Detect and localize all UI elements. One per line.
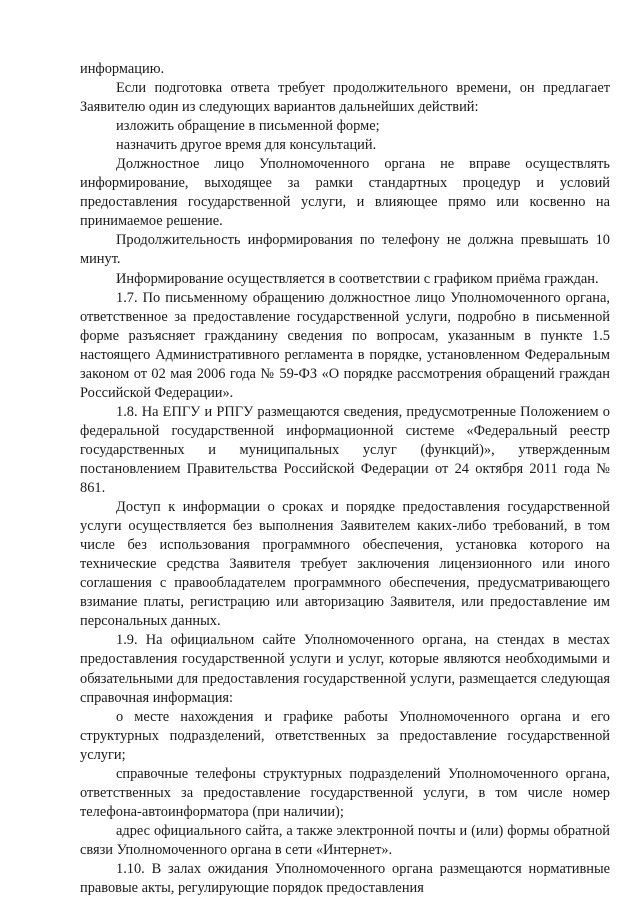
- paragraph: Доступ к информации о сроках и порядке предоставления государственной услуги осуществляется без выполнения Заявителем каких-либо требований, в том числе без использования программного обеспечения, установка которого на технические средства Заявителя требует заключения лицензионного или иного соглашения с правообладателем программного обеспечения, предусматривающего взимание платы, регистрацию или авторизацию Заявителя, или предоставление им персональных данных.: [80, 499, 610, 630]
- clause-1-8: 1.8. На ЕПГУ и РПГУ размещаются сведения, предусмотренные Положением о федеральной государственной информационной системе «Федеральный реестр государственных и муниципальных услуг (функций)», утвержденным постановлением Правительства Российской Федерации от 24 октября 2011 года № 861.: [80, 403, 610, 497]
- list-option: изложить обращение в письменной форме;: [116, 118, 380, 135]
- clause-1-7: 1.7. По письменному обращению должностное лицо Уполномоченного органа, ответственное за предоставление государственной услуги, подробно в письменной форме разъясняет гражданину сведения по вопросам, указанным в пункте 1.5 настоящего Административного регламента в порядке, установленном Федеральным законом от 02 мая 2006 года № 59-ФЗ «О порядке рассмотрения обращений граждан Российской Федерации».: [80, 289, 610, 401]
- paragraph: Если подготовка ответа требует продолжительного времени, он предлагает Заявителю один из следующих вариантов дальнейших действий:: [80, 80, 610, 116]
- list-item: справочные телефоны структурных подразделений Уполномоченного органа, ответственных за предоставление государственной услуги, в том числе номер телефона-автоинформатора (при наличии);: [80, 765, 610, 820]
- paragraph-continuation: информацию.: [80, 61, 165, 77]
- clause-1-10: 1.10. В залах ожидания Уполномоченного органа размещаются нормативные правовые акты, регулирующие порядок предоставления: [80, 860, 610, 897]
- list-item: адрес официального сайта, а также электронной почты и (или) формы обратной связи Уполномоченного органа в сети «Интернет».: [80, 822, 610, 858]
- document-page: [80, 60, 610, 898]
- list-item: о месте нахождения и графике работы Уполномоченного органа и его структурных подразделений, ответственных за предоставление государственной услуги;: [80, 708, 610, 763]
- paragraph: Продолжительность информирования по телефону не должна превышать 10 минут.: [80, 232, 610, 268]
- list-option: назначить другое время для консультаций.: [116, 137, 377, 154]
- clause-1-9: 1.9. На официальном сайте Уполномоченного органа, на стендах в местах предоставления государственной услуги и услуг, которые являются необходимыми и обязательными для предоставления государственной услуги, размещается следующая справочная информация:: [80, 632, 610, 706]
- paragraph: Информирование осуществляется в соответствии с графиком приёма граждан.: [116, 270, 599, 287]
- paragraph: Должностное лицо Уполномоченного органа не вправе осуществлять информирование, выходящее за рамки стандартных процедур и условий предоставления государственной услуги, и влияющее прямо или косвенно на принимаемое решение.: [80, 156, 610, 230]
